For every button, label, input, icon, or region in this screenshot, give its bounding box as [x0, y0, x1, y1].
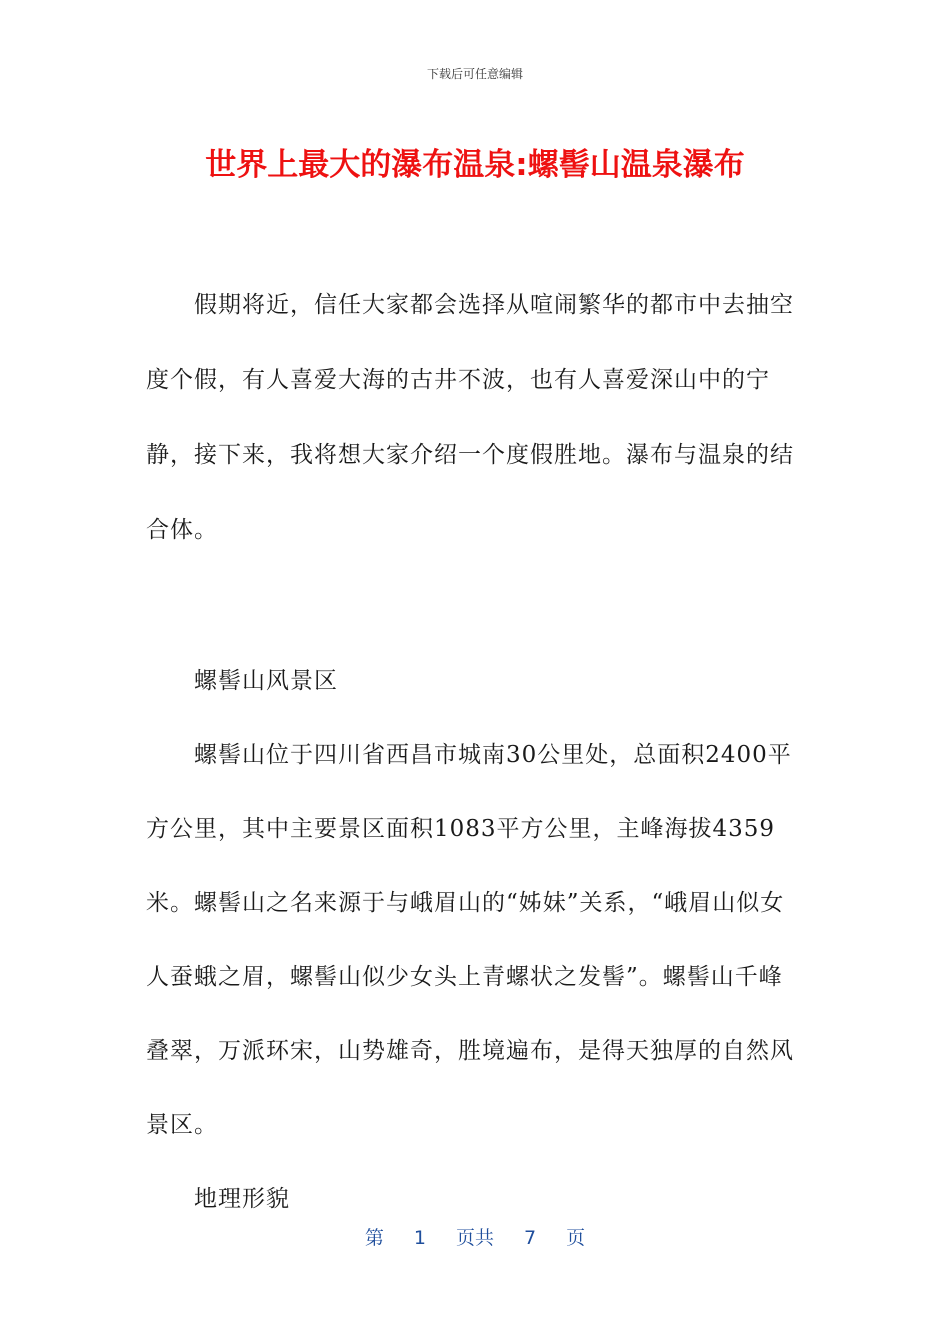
- page-header-note: 下载后可任意编辑: [426, 67, 523, 81]
- page-footer: [0, 1224, 950, 1252]
- paragraph-spacer: [146, 568, 806, 644]
- section-heading-geography: 地理形貌: [194, 1186, 290, 1212]
- footer-suffix: 页: [566, 1227, 586, 1249]
- document-title: 世界上最大的瀑布温泉:螺髻山温泉瀑布: [205, 147, 745, 183]
- footer-middle: 页共: [455, 1227, 494, 1249]
- document-body: [146, 268, 806, 1236]
- footer-prefix: 第: [364, 1227, 384, 1249]
- section-heading-scenic-area: 螺髻山风景区: [194, 668, 338, 694]
- footer-total-pages: 7: [524, 1227, 537, 1249]
- footer-current-page: 1: [413, 1227, 426, 1249]
- paragraph-scenic-area: 螺髻山位于四川省西昌市城南30公里处，总面积2400平方公里，其中主要景区面积1083平方公里，主峰海拔4359米。螺髻山之名来源于与峨眉山的“姊妹”关系，“峨眉山似女人蚕蛾之眉，螺髻山似少女头上青螺状之发髻”。螺髻山千峰叠翠，万派环宋，山势雄奇，胜境遍布，是得天独厚的自然风景区。: [146, 742, 794, 1138]
- paragraph-intro: 假期将近，信任大家都会选择从喧闹繁华的都市中去抽空度个假，有人喜爱大海的古井不波，也有人喜爱深山中的宁静，接下来，我将想大家介绍一个度假胜地。瀑布与温泉的结合体。: [146, 292, 794, 543]
